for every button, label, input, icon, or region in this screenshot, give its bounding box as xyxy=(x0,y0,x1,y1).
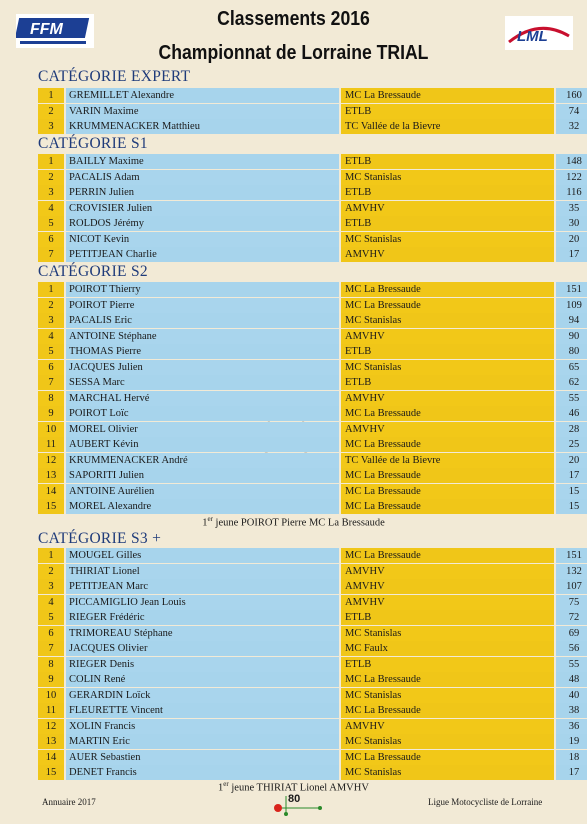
table-row xyxy=(38,499,580,515)
best-youth-text: jeune POIROT Pierre MC La Bressaude xyxy=(212,517,385,529)
table-row xyxy=(38,657,580,673)
rider-name-cell: ROLDOS Jérémy xyxy=(66,216,339,231)
rank-cell: 1 xyxy=(38,154,64,169)
club-cell: ETLB xyxy=(341,657,554,672)
rider-name-cell: AUER Sebastien xyxy=(66,750,339,765)
rider-name-cell: JACQUES Julien xyxy=(66,360,339,375)
rank-cell: 6 xyxy=(38,360,64,375)
club-cell: MC La Bressaude xyxy=(341,406,554,421)
points-cell: 15 xyxy=(556,499,587,514)
rider-name-cell: CROVISIER Julien xyxy=(66,201,339,216)
club-cell: TC Vallée de la Bievre xyxy=(341,453,554,468)
club-cell: MC Stanislas xyxy=(341,765,554,780)
rank-cell: 11 xyxy=(38,703,64,718)
club-cell: MC La Bressaude xyxy=(341,703,554,718)
rank-cell: 9 xyxy=(38,672,64,687)
points-cell: 15 xyxy=(556,484,587,499)
rider-name-cell: PACALIS Adam xyxy=(66,170,339,185)
points-cell: 19 xyxy=(556,734,587,749)
points-cell: 32 xyxy=(556,119,587,134)
points-cell: 18 xyxy=(556,750,587,765)
category-heading: CATÉGORIE S2 xyxy=(38,263,148,280)
table-row xyxy=(38,672,580,688)
table-row xyxy=(38,201,580,217)
table-row xyxy=(38,437,580,453)
rider-name-cell: MOREL Olivier xyxy=(66,422,339,437)
club-cell: AMVHV xyxy=(341,595,554,610)
club-cell: ETLB xyxy=(341,216,554,231)
points-cell: 74 xyxy=(556,104,587,119)
table-row xyxy=(38,610,580,626)
best-youth-rank: 1 xyxy=(218,782,224,794)
rider-name-cell: ANTOINE Aurélien xyxy=(66,484,339,499)
rank-cell: 4 xyxy=(38,329,64,344)
rider-name-cell: PERRIN Julien xyxy=(66,185,339,200)
rank-cell: 6 xyxy=(38,626,64,641)
club-cell: MC La Bressaude xyxy=(341,672,554,687)
club-cell: AMVHV xyxy=(341,329,554,344)
rider-name-cell: GERARDIN Loïck xyxy=(66,688,339,703)
table-row xyxy=(38,344,580,360)
rider-name-cell: POIROT Loïc xyxy=(66,406,339,421)
points-cell: 28 xyxy=(556,422,587,437)
table-row xyxy=(38,750,580,766)
points-cell: 56 xyxy=(556,641,587,656)
club-cell: MC Stanislas xyxy=(341,734,554,749)
best-youth-rank: 1 xyxy=(202,517,208,529)
points-cell: 30 xyxy=(556,216,587,231)
rank-cell: 2 xyxy=(38,170,64,185)
rank-cell: 10 xyxy=(38,422,64,437)
best-youth-text: jeune THIRIAT Lionel AMVHV xyxy=(228,782,369,794)
table-row xyxy=(38,688,580,704)
club-cell: MC Stanislas xyxy=(341,170,554,185)
rider-name-cell: MARCHAL Hervé xyxy=(66,391,339,406)
rank-cell: 1 xyxy=(38,282,64,297)
club-cell: ETLB xyxy=(341,104,554,119)
points-cell: 17 xyxy=(556,468,587,483)
ffm-logo-text: FFM xyxy=(30,21,63,38)
points-cell: 20 xyxy=(556,232,587,247)
best-youth-note xyxy=(0,515,587,529)
table-row xyxy=(38,313,580,329)
rider-name-cell: DENET Francis xyxy=(66,765,339,780)
rider-name-cell: NICOT Kevin xyxy=(66,232,339,247)
best-youth-ordinal: er xyxy=(207,515,213,523)
points-cell: 72 xyxy=(556,610,587,625)
table-row xyxy=(38,391,580,407)
rank-cell: 7 xyxy=(38,641,64,656)
table-row xyxy=(38,548,582,564)
category-heading: CATÉGORIE S1 xyxy=(38,135,148,152)
points-cell: 55 xyxy=(556,657,587,672)
club-cell: AMVHV xyxy=(341,564,554,579)
points-cell: 151 xyxy=(556,548,587,563)
rank-cell: 14 xyxy=(38,750,64,765)
club-cell: MC La Bressaude xyxy=(341,499,554,514)
rider-name-cell: SESSA Marc xyxy=(66,375,339,390)
points-cell: 148 xyxy=(556,154,587,169)
table-row xyxy=(38,734,580,750)
points-cell: 17 xyxy=(556,247,587,262)
table-row xyxy=(38,119,580,135)
club-cell: AMVHV xyxy=(341,247,554,262)
rider-name-cell: ANTOINE Stéphane xyxy=(66,329,339,344)
club-cell: MC Stanislas xyxy=(341,360,554,375)
lml-logo-text: LML xyxy=(517,28,548,45)
best-youth-ordinal: er xyxy=(223,780,229,788)
rank-cell: 15 xyxy=(38,765,64,780)
rider-name-cell: MOREL Alexandre xyxy=(66,499,339,514)
rank-cell: 10 xyxy=(38,688,64,703)
club-cell: MC Faulx xyxy=(341,641,554,656)
points-cell: 151 xyxy=(556,282,587,297)
rank-cell: 3 xyxy=(38,185,64,200)
rank-cell: 3 xyxy=(38,579,64,594)
page-title: Classements 2016 xyxy=(217,8,370,30)
club-cell: MC La Bressaude xyxy=(341,548,554,563)
rank-cell: 1 xyxy=(38,88,64,103)
table-row xyxy=(38,232,580,248)
points-cell: 40 xyxy=(556,688,587,703)
club-cell: ETLB xyxy=(341,375,554,390)
rank-cell: 7 xyxy=(38,247,64,262)
club-cell: MC La Bressaude xyxy=(341,88,554,103)
points-cell: 69 xyxy=(556,626,587,641)
points-cell: 17 xyxy=(556,765,587,780)
rank-cell: 5 xyxy=(38,216,64,231)
table-row xyxy=(38,104,580,120)
points-cell: 80 xyxy=(556,344,587,359)
club-cell: AMVHV xyxy=(341,719,554,734)
rider-name-cell: MARTIN Eric xyxy=(66,734,339,749)
footer-yearbook: Annuaire 2017 xyxy=(42,797,96,807)
rank-cell: 1 xyxy=(38,548,64,563)
points-cell: 116 xyxy=(556,185,587,200)
club-cell: AMVHV xyxy=(341,201,554,216)
rank-cell: 9 xyxy=(38,406,64,421)
table-row xyxy=(38,154,582,170)
rider-name-cell: PACALIS Eric xyxy=(66,313,339,328)
club-cell: MC La Bressaude xyxy=(341,468,554,483)
rank-cell: 8 xyxy=(38,657,64,672)
points-cell: 94 xyxy=(556,313,587,328)
rider-name-cell: PICCAMIGLIO Jean Louis xyxy=(66,595,339,610)
best-youth-note xyxy=(0,780,587,794)
table-row xyxy=(38,468,580,484)
points-cell: 62 xyxy=(556,375,587,390)
table-row xyxy=(38,247,580,263)
rank-cell: 5 xyxy=(38,610,64,625)
rank-cell: 5 xyxy=(38,344,64,359)
points-cell: 20 xyxy=(556,453,587,468)
rank-cell: 8 xyxy=(38,391,64,406)
points-cell: 109 xyxy=(556,298,587,313)
rider-name-cell: COLIN René xyxy=(66,672,339,687)
club-cell: MC La Bressaude xyxy=(341,437,554,452)
rider-name-cell: BAILLY Maxime xyxy=(66,154,339,169)
rank-cell: 4 xyxy=(38,201,64,216)
rider-name-cell: PETITJEAN Marc xyxy=(66,579,339,594)
table-row xyxy=(38,626,580,642)
club-cell: ETLB xyxy=(341,344,554,359)
table-row xyxy=(38,641,580,657)
rider-name-cell: XOLIN Francis xyxy=(66,719,339,734)
table-row xyxy=(38,216,580,232)
points-cell: 55 xyxy=(556,391,587,406)
club-cell: ETLB xyxy=(341,610,554,625)
rank-cell: 14 xyxy=(38,484,64,499)
table-row xyxy=(38,595,580,611)
table-row xyxy=(38,765,580,781)
points-cell: 122 xyxy=(556,170,587,185)
club-cell: AMVHV xyxy=(341,422,554,437)
points-cell: 107 xyxy=(556,579,587,594)
club-cell: AMVHV xyxy=(341,391,554,406)
rider-name-cell: VARIN Maxime xyxy=(66,104,339,119)
club-cell: ETLB xyxy=(341,185,554,200)
points-cell: 36 xyxy=(556,719,587,734)
club-cell: MC Stanislas xyxy=(341,232,554,247)
club-cell: MC La Bressaude xyxy=(341,750,554,765)
rank-cell: 2 xyxy=(38,564,64,579)
points-cell: 132 xyxy=(556,564,587,579)
points-cell: 35 xyxy=(556,201,587,216)
club-cell: TC Vallée de la Bievre xyxy=(341,119,554,134)
club-cell: ETLB xyxy=(341,154,554,169)
rider-name-cell: KRUMMENACKER Matthieu xyxy=(66,119,339,134)
points-cell: 65 xyxy=(556,360,587,375)
rider-name-cell: KRUMMENACKER André xyxy=(66,453,339,468)
rider-name-cell: TRIMOREAU Stéphane xyxy=(66,626,339,641)
rider-name-cell: AUBERT Kévin xyxy=(66,437,339,452)
table-row xyxy=(38,719,580,735)
table-row xyxy=(38,484,580,500)
category-heading: CATÉGORIE EXPERT xyxy=(38,68,191,85)
rider-name-cell: MOUGEL Gilles xyxy=(66,548,339,563)
rank-cell: 7 xyxy=(38,375,64,390)
rider-name-cell: THIRIAT Lionel xyxy=(66,564,339,579)
page-subtitle: Championnat de Lorraine TRIAL xyxy=(158,42,429,64)
rank-cell: 12 xyxy=(38,719,64,734)
rank-cell: 11 xyxy=(38,437,64,452)
rank-cell: 13 xyxy=(38,468,64,483)
rider-name-cell: POIROT Pierre xyxy=(66,298,339,313)
page-number: 80 xyxy=(288,793,301,805)
table-row xyxy=(38,170,582,186)
points-cell: 75 xyxy=(556,595,587,610)
club-cell: MC La Bressaude xyxy=(341,298,554,313)
table-row xyxy=(38,88,582,104)
table-row xyxy=(38,422,580,438)
table-row xyxy=(38,329,580,345)
rank-cell: 13 xyxy=(38,734,64,749)
points-cell: 160 xyxy=(556,88,587,103)
rank-cell: 12 xyxy=(38,453,64,468)
table-row xyxy=(38,282,582,298)
club-cell: MC La Bressaude xyxy=(341,282,554,297)
rider-name-cell: THOMAS Pierre xyxy=(66,344,339,359)
rider-name-cell: RIEGER Frédéric xyxy=(66,610,339,625)
table-row xyxy=(38,453,580,469)
rank-cell: 2 xyxy=(38,104,64,119)
rider-name-cell: RIEGER Denis xyxy=(66,657,339,672)
table-row xyxy=(38,360,580,376)
club-cell: MC La Bressaude xyxy=(341,484,554,499)
club-cell: MC Stanislas xyxy=(341,626,554,641)
table-row xyxy=(38,564,582,580)
rank-cell: 4 xyxy=(38,595,64,610)
table-row xyxy=(38,703,580,719)
points-cell: 25 xyxy=(556,437,587,452)
rider-name-cell: PETITJEAN Charlie xyxy=(66,247,339,262)
rank-cell: 15 xyxy=(38,499,64,514)
table-row xyxy=(38,579,582,595)
footer-league: Ligue Motocycliste de Lorraine xyxy=(428,797,543,807)
table-row xyxy=(38,298,582,314)
club-cell: MC Stanislas xyxy=(341,688,554,703)
table-row xyxy=(38,185,582,201)
rider-name-cell: SAPORITI Julien xyxy=(66,468,339,483)
rank-cell: 6 xyxy=(38,232,64,247)
table-row xyxy=(38,375,580,391)
rank-cell: 2 xyxy=(38,298,64,313)
club-cell: AMVHV xyxy=(341,579,554,594)
rider-name-cell: POIROT Thierry xyxy=(66,282,339,297)
points-cell: 38 xyxy=(556,703,587,718)
points-cell: 48 xyxy=(556,672,587,687)
lml-logo xyxy=(505,16,573,50)
rank-cell: 3 xyxy=(38,313,64,328)
table-row xyxy=(38,406,580,422)
points-cell: 90 xyxy=(556,329,587,344)
rider-name-cell: FLEURETTE Vincent xyxy=(66,703,339,718)
rider-name-cell: JACQUES Olivier xyxy=(66,641,339,656)
points-cell: 46 xyxy=(556,406,587,421)
category-heading: CATÉGORIE S3 + xyxy=(38,530,162,547)
rank-cell: 3 xyxy=(38,119,64,134)
rider-name-cell: GREMILLET Alexandre xyxy=(66,88,339,103)
club-cell: MC Stanislas xyxy=(341,313,554,328)
